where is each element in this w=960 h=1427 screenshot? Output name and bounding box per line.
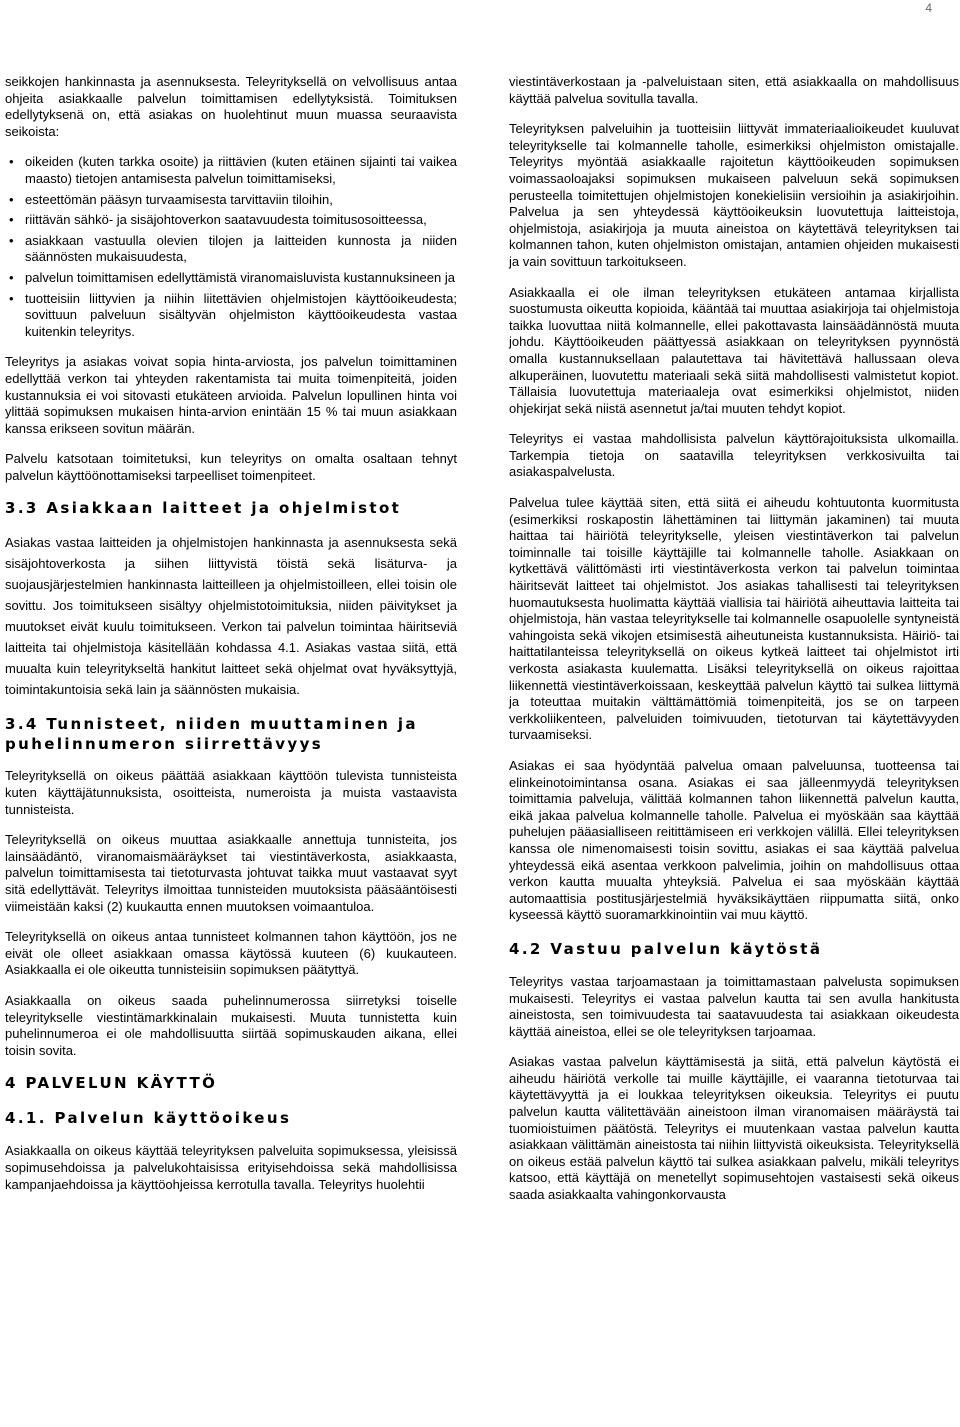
identifiers-paragraph-2: Teleyrityksellä on oikeus muuttaa asiakkaalle annettuja tunnisteita, jos lainsäädäntö, viranomaismääräykset tai viestintäverkosta, asiakkaasta, palvelun toimittamisesta tai tietoturvasta johtuvat taikka muut vastaavat syyt sitä edellyttävät. Teleyritys ilmoittaa tunnisteiden muutoksista pääsääntöisesti viimeistään kaksi (2) kuukautta ennen muutoksen voimaantuloa. — [5, 832, 457, 914]
list-item: • esteettömän pääsyn turvaamisesta tarvittaviin tiloihin, — [25, 192, 457, 209]
intro-paragraph: seikkojen hankinnasta ja asennuksesta. Teleyrityksellä on velvollisuus antaa ohjeita asiakkaalle palvelun toimittamisen edellytyksistä. Toimituksen edellytyksenä on, että asiakas on huolehtinut muun muassa seuraavista seikoista: — [5, 74, 457, 139]
list-item: • tuotteisiin liittyvien ja niihin liitettävien ohjelmistojen käyttöoikeudesta; sovittuun palveluun sisältyvän ohjelmiston käyttöoikeudesta vastaa kuitenkin teleyritys. — [25, 291, 457, 341]
copying-paragraph: Asiakkaalla ei ole ilman teleyrityksen etukäteen antamaa kirjallista suostumusta oikeutta kopioida, kääntää tai muuttaa asiakirjoja tai ohjelmistoja taikka luovuttaa niitä kolmannelle, ellei pakottavasta lainsäädännöstä muuta johdu. Käyttöoikeuden päättyessä asiakkaan on teleyrityksen pyynnöstä omalla kustannuksellaan palautettava tai hävitettävä hallussaan oleva alkuperäinen, luovutettu materiaali sekä siitä mahdollisesti valmistetut kopiot. Tällaisia luovutettuja materiaaleja ovat esimerkiksi ohjelmistot, niiden ohjekirjat sekä niistä asennetut ja/tai muuten tehdyt kopiot. — [509, 284, 959, 416]
section-heading-4: 4 PALVELUN KÄYTTÖ — [5, 1074, 218, 1093]
section-heading-3-4: 3.4 Tunnisteet, niiden muuttaminen ja puhelinnumeron siirrettävyys — [5, 715, 418, 754]
conditions-list — [5, 154, 457, 340]
ip-rights-paragraph: Teleyrityksen palveluihin ja tuotteisiin liittyvät immateriaalioikeudet kuuluvat teleyritykselle tai kolmannelle taholle, esimerkiksi ohjelmiston omistajalle. Teleyritys myöntää asiakkaalle rajoitetun käyttöoikeuden sopimuksen voimassaoloajaksi sopimuksen mukaiseen palveluun sekä sopimuksen perusteella toimitettujen ohjelmistojen konekielisiin versioihin ja asiakirjoihin. Palvelua ja sen yhteydessä käyttöoikeuksin luovutettuja laitteistoja, ohjelmistoja, asiakirjoja ja muuta aineistoa on käytettävä teleyrityksen tai kolmannen tahon, kuten ohjelmiston omistajan, antamien ohjeiden mukaisesti ja vain sovittuun tarkoitukseen. — [509, 121, 959, 269]
equipment-paragraph: Asiakas vastaa laitteiden ja ohjelmistojen hankinnasta ja asennuksesta sekä sisäjohtoverkosta ja siihen liittyvistä töistä sekä lisäturva- ja suojausjärjestelmien hankinnasta laitteilleen ja ohjelmistoilleen, ellei toisin ole sovittu. Jos toimitukseen sisältyy ohjelmistotoimituksia, niiden päivitykset ja muutokset eivät kuulu toimitukseen. Verkon tai palvelun toimintaa häiritseviä laitteita tai ohjelmistoja käsitellään kohdassa 4.1. Asiakas vastaa siitä, että muualta kuin teleyritykseltä hankitut laitteet sekä ohjelmat ovat hyväksyttyjä, toimintakuntoisia sekä lain ja säännösten mukaisia. — [5, 535, 457, 698]
page-number: 4 — [925, 1, 932, 15]
left-column — [5, 74, 457, 1207]
disturbance-paragraph: Palvelua tulee käyttää siten, että siitä ei aiheudu kohtuutonta kuormitusta (esimerkiksi roskapostin lähettäminen tai liittymän jakaminen) tai muuta haittaa tai häiriötä teleyritykselle, yleisen viestintäverkon tai palvelun toiminnalle tai toisille käyttäjille tai kolmannelle taholle. Asiakkaan on kytkettävä välittömästi irti viestintäverkosta verkon tai palvelun toimintaa häiritsevät laitteet tai ohjelmistot. Jos asiakas tahallisesti tai teleyrityksen huomautuksesta huolimatta käyttää viallisia tai häiriötä aiheuttavia laitteita tai ohjelmistoja, hän vastaa teleyritykselle tai kolmannelle osapuolelle syntyneistä vahingoista sekä vikojen etsimisestä aiheutuneista kustannuksista. Häiriö- tai haittatilanteissa teleyrityksellä on oikeus kytkeä laitteet tai ohjelmistot irti verkosta asiakasta kuulematta. Lisäksi teleyrityksellä on oikeus rajoittaa liikennettä viestintäverkoissaan, keskeyttää palvelun käyttö tai sulkea liittymä ja toteuttaa muitakin välttämättömiä toimenpiteitä, jos se on tarpeen verkkoliikenteen, palveluiden toimivuuden, tietoturvan tai käytettävyyden turvaamiseksi. — [509, 495, 959, 743]
abroad-paragraph: Teleyritys ei vastaa mahdollisista palvelun käyttörajoituksista ulkomailla. Tarkempia tietoja on saatavilla teleyrityksen verkkosivuilta tai asiakaspalvelusta. — [509, 431, 959, 480]
list-item: • riittävän sähkö- ja sisäjohtoverkon saatavuudesta toimitusosoitteessa, — [25, 212, 457, 229]
liability-paragraph-1: Teleyritys vastaa tarjoamastaan ja toimittamastaan palvelusta sopimuksen mukaisesti. Teleyritys ei vastaa palvelun kautta tai sen avulla hankitusta aineistosta, sen toimivuudesta tai saatavuudesta tai asiakkaan oikeudesta käyttää aineistoa, ellei se ole teleyrityksen tarjoamaa. — [509, 973, 959, 1039]
right-column — [509, 74, 959, 1218]
identifiers-paragraph-3: Teleyrityksellä on oikeus antaa tunnisteet kolmannen tahon käyttöön, jos ne eivät ole olleet asiakkaan omassa käytössä kuuteen (6) kuukauteen. Asiakkaalla ei ole oikeutta tunnisteisiin sopimuksen päätyttyä. — [5, 929, 457, 978]
liability-paragraph-2: Asiakas vastaa palvelun käyttämisestä ja siitä, että palvelun käytöstä ei aiheudu häiriötä verkolle tai muille käyttäjille, ei vaaranna tietoturvaa tai käytettävyyttä ja ei loukkaa teleyrityksen oikeuksia. Teleyritys ei puutu palvelun kautta välitettävään aineistoon ilman viranomaisen määräystä tai tuomioistuimen päätöstä. Teleyritys ei muutenkaan vastaa palvelun kautta asiakkaan välittämän aineistosta tai niihin liittyvistä oikeuksista. Teleyrityksellä on oikeus estää palvelun käyttö tai sulkea asiakkaan palvelu, mikäli teleyritys katsoo, että käyttäjä on menetellyt sopimusehtojen vastaisesti sekä oikeus saada asiakkaalta vahingonkorvausta — [509, 1054, 959, 1203]
section-heading-4-1: 4.1. Palvelun käyttöoikeus — [5, 1109, 292, 1128]
list-item: • oikeiden (kuten tarkka osoite) ja riittävien (kuten etäinen sijainti tai vaikea maasto) tietojen antamisesta palvelun toimittamiseksi, — [25, 154, 457, 187]
usage-right-paragraph: Asiakkaalla on oikeus käyttää teleyrityksen palveluita sopimuksessa, yleisissä sopimusehdoissa ja palvelukohtaisissa erityisehdoissa sekä mahdollisissa kampanjaehdoissa ja käyttöohjeissa kerrotulla tavalla. Teleyritys huolehtii — [5, 1143, 457, 1192]
section-heading-3-3: 3.3 Asiakkaan laitteet ja ohjelmistot — [5, 499, 402, 518]
list-item: • palvelun toimittamisen edellyttämistä viranomaisluvista kustannuksineen ja — [25, 270, 457, 287]
section-heading-4-2: 4.2 Vastuu palvelun käytöstä — [509, 939, 823, 958]
identifiers-paragraph-4: Asiakkaalla on oikeus saada puhelinnumerossa siirretyksi toiselle teleyritykselle viestintämarkkinalain mukaisesti. Muuta tunnistetta kuin puhelinnumeroa ei ole mahdollisuutta siirtää sopimuskauden aikana, ellei toisin sovita. — [5, 993, 457, 1058]
delivered-paragraph: Palvelu katsotaan toimitetuksi, kun teleyritys on omalta osaltaan tehnyt palvelun käyttöönottamiseksi tarpeelliset toimenpiteet. — [5, 451, 457, 483]
price-estimate-paragraph: Teleyritys ja asiakas voivat sopia hinta-arviosta, jos palvelun toimittaminen edellyttää verkon tai yhteyden rakentamista tai muita toimenpiteitä, joiden kustannuksia ei voi sitovasti etukäteen arvioida. Palvelun lopullinen hinta voi ylittää sopimuksen mukaisen hinta-arvion enintään 15 % tai muun asiakkaan kanssa erikseen sovitun määrän. — [5, 354, 457, 436]
resale-paragraph: Asiakas ei saa hyödyntää palvelua omaan palveluunsa, tuotteensa tai elinkeinotoimintansa osana. Asiakas ei saa jälleenmyydä teleyrityksen toimittamia palveluja, välittää kolmannen tahon liikennettä palvelun kautta, eikä jakaa palvelua kolmannelle taholle. Palvelua ei myöskään saa käyttää puhelujen pääasialliseen reitittämiseen eri verkkojen välillä. Ellei teleyrityksen kanssa ole nimenomaisesti toisin sovittu, asiakas ei saa käyttää palvelua yhteydessä eikä asentaa verkkoon palvelimia, joihin on mahdollisuus ottaa verkon kautta muualta yhteyksiä. Palvelua ei saa myöskään käyttää automaattisia postitusjärjestelmiä hyväksikäyttäen riippumatta siitä, onko kyseessä käyttö suoramarkkinointiin vai muu käyttö. — [509, 757, 959, 923]
list-item: • asiakkaan vastuulla olevien tilojen ja laitteiden kunnosta ja niiden säännösten mukaisuudesta, — [25, 233, 457, 266]
identifiers-paragraph-1: Teleyrityksellä on oikeus päättää asiakkaan käyttöön tulevista tunnisteista kuten käyttäjätunnuksista, osoitteista, numeroista ja muista vastaavista tunnisteista. — [5, 768, 457, 817]
network-paragraph: viestintäverkostaan ja -palveluistaan siten, että asiakkaalla on mahdollisuus käyttää palvelua sovitulla tavalla. — [509, 74, 959, 106]
